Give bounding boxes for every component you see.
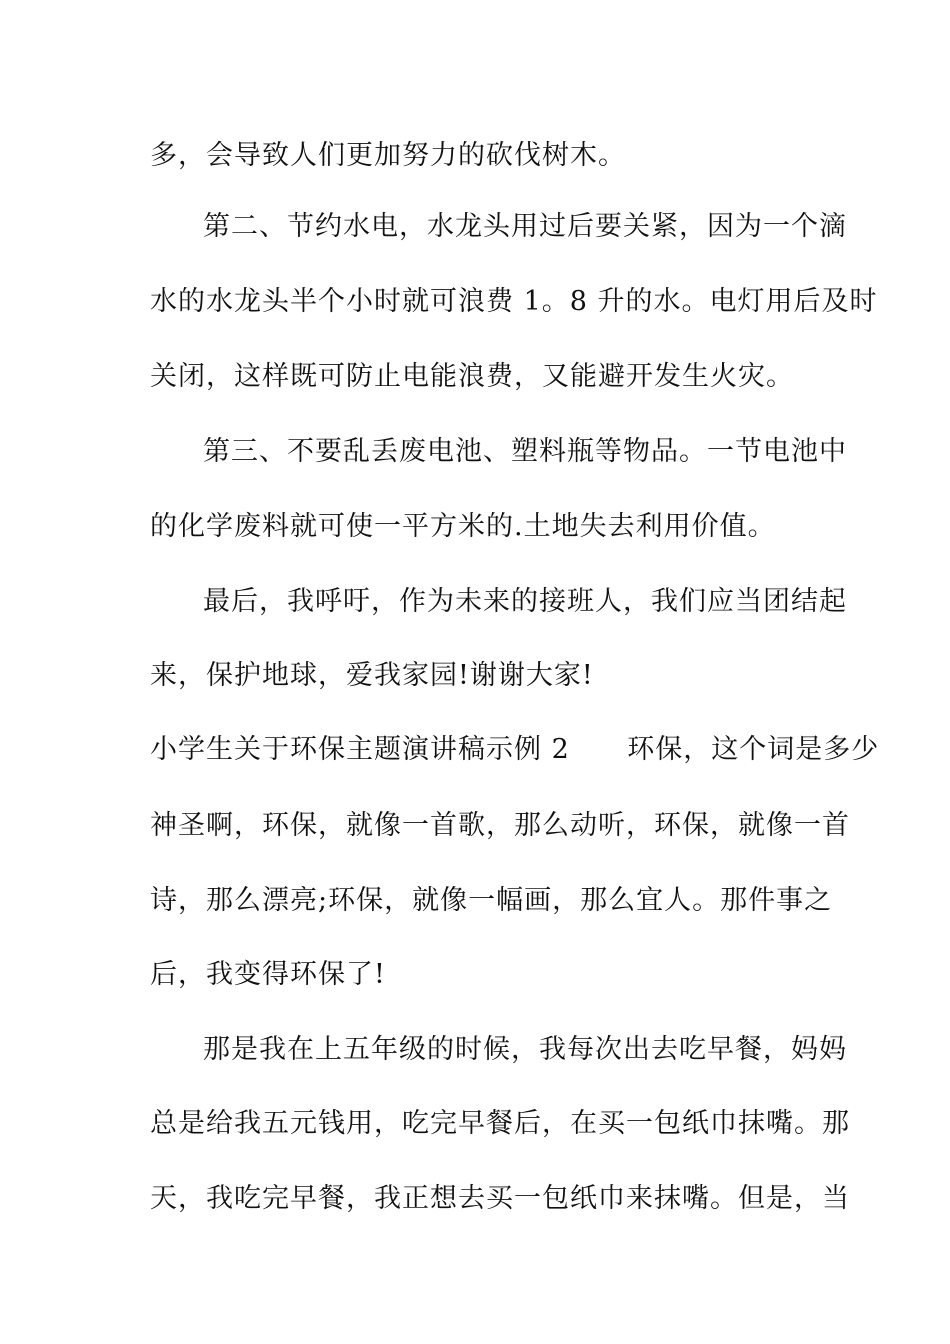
text-line: 天，我吃完早餐，我正想去买一包纸巾来抹嘴。但是，当 bbox=[150, 1183, 850, 1214]
text-line: 最后，我呼吁，作为未来的接班人，我们应当团结起 bbox=[203, 586, 847, 617]
text-line: 第二、节约水电，水龙头用过后要关紧，因为一个滴 bbox=[203, 211, 847, 242]
text-line: 水的水龙头半个小时就可浪费 1。8 升的水。电灯用后及时 bbox=[150, 286, 878, 317]
text-line: 诗，那么漂亮;环保，就像一幅画，那么宜人。那件事之 bbox=[150, 885, 833, 916]
text-line: 关闭，这样既可防止电能浪费，又能避开发生火灾。 bbox=[150, 361, 794, 392]
section-heading-line: 小学生关于环保主题演讲稿示例 2 环保，这个词是多少 bbox=[150, 734, 880, 765]
text-line: 的化学废料就可使一平方米的.土地失去利用价值。 bbox=[150, 511, 776, 542]
text-line: 来，保护地球，爱我家园!谢谢大家! bbox=[150, 660, 594, 691]
text-line: 第三、不要乱丢废电池、塑料瓶等物品。一节电池中 bbox=[203, 436, 847, 467]
text-line: 神圣啊，环保，就像一首歌，那么动听，环保，就像一首 bbox=[150, 810, 850, 841]
text-line: 多，会导致人们更加努力的砍伐树木。 bbox=[150, 140, 626, 171]
text-line: 总是给我五元钱用，吃完早餐后，在买一包纸巾抹嘴。那 bbox=[150, 1108, 850, 1139]
text-line: 那是我在上五年级的时候，我每次出去吃早餐，妈妈 bbox=[203, 1034, 847, 1065]
text-line: 后，我变得环保了! bbox=[150, 959, 386, 990]
